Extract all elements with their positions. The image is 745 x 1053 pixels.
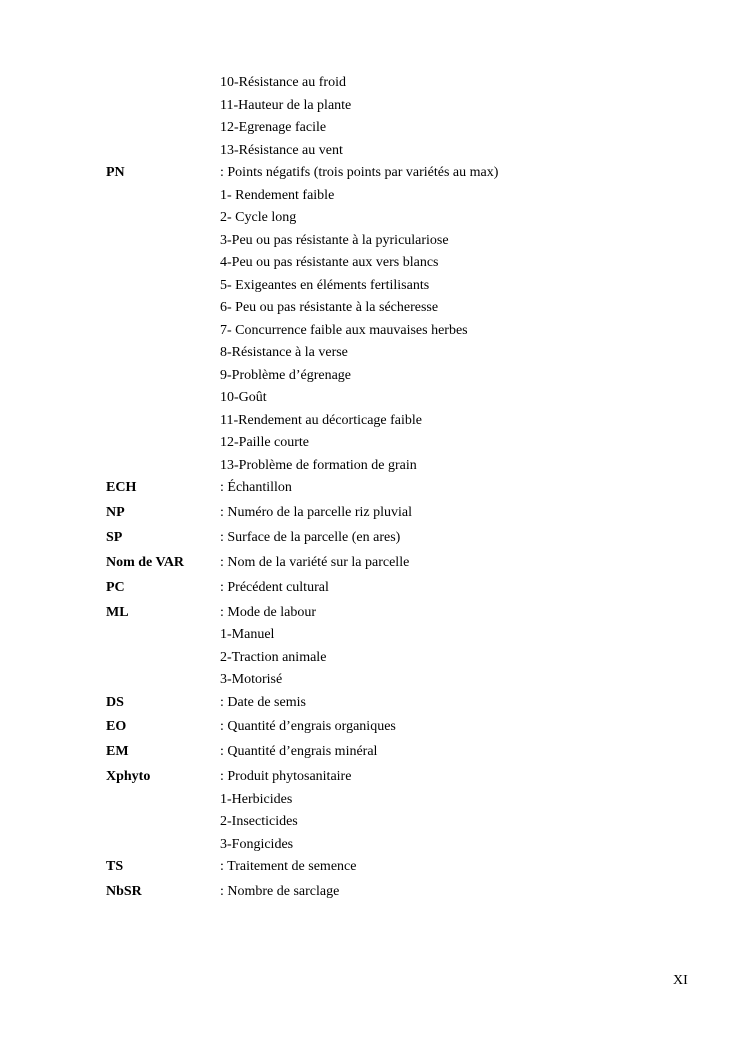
list-item (0, 835, 745, 855)
term-description: 6- Peu ou pas résistante à la sécheresse (220, 300, 439, 315)
list-item (0, 812, 745, 832)
term-description: 10-Goût (220, 390, 267, 405)
list-item (0, 478, 745, 498)
term-description: : Précédent cultural (220, 580, 329, 595)
list-item (0, 298, 745, 318)
term-description: 11-Rendement au décorticage faible (220, 413, 422, 428)
term-description: 1- Rendement faible (220, 188, 335, 203)
list-item (0, 433, 745, 453)
list-item (0, 528, 745, 548)
list-item (0, 882, 745, 902)
list-item (0, 857, 745, 877)
term-description: 12-Paille courte (220, 435, 310, 450)
list-item (0, 648, 745, 668)
term-description: 11-Hauteur de la plante (220, 98, 352, 113)
page-number: XI (673, 973, 688, 988)
term-label: NP (106, 505, 125, 520)
term-description: 7- Concurrence faible aux mauvaises herbes (220, 323, 468, 338)
term-description: : Produit phytosanitaire (220, 769, 352, 784)
list-item (0, 343, 745, 363)
term-description: 1-Manuel (220, 627, 275, 642)
list-item (0, 253, 745, 273)
list-item (0, 456, 745, 476)
list-item (0, 186, 745, 206)
list-item (0, 96, 745, 116)
term-description: 3-Motorisé (220, 672, 283, 687)
term-description: 2-Traction animale (220, 650, 327, 665)
term-label: EO (106, 719, 127, 734)
term-label: NbSR (106, 884, 142, 899)
list-item (0, 276, 745, 296)
term-description: : Nombre de sarclage (220, 884, 340, 899)
term-description: : Traitement de semence (220, 859, 357, 874)
term-description: 3-Fongicides (220, 837, 294, 852)
list-item (0, 670, 745, 690)
term-description: : Numéro de la parcelle riz pluvial (220, 505, 413, 520)
term-label: ML (106, 605, 129, 620)
term-label: SP (106, 530, 123, 545)
list-item (0, 141, 745, 161)
list-item (0, 503, 745, 523)
term-description: 4-Peu ou pas résistante aux vers blancs (220, 255, 439, 270)
term-description: 13-Problème de formation de grain (220, 458, 417, 473)
term-description: : Surface de la parcelle (en ares) (220, 530, 401, 545)
term-label: PN (106, 165, 125, 180)
term-label: TS (106, 859, 124, 874)
list-item (0, 388, 745, 408)
list-item (0, 717, 745, 737)
term-description: 3-Peu ou pas résistante à la pyriculariose (220, 233, 449, 248)
term-description: 2-Insecticides (220, 814, 298, 829)
term-label: DS (106, 695, 124, 710)
term-description: : Nom de la variété sur la parcelle (220, 555, 410, 570)
term-label: Xphyto (106, 769, 151, 784)
list-item (0, 578, 745, 598)
list-item (0, 321, 745, 341)
term-description: 8-Résistance à la verse (220, 345, 348, 360)
list-item (0, 603, 745, 623)
list-item (0, 742, 745, 762)
term-label: EM (106, 744, 129, 759)
list-item (0, 767, 745, 787)
list-item (0, 208, 745, 228)
list-item (0, 790, 745, 810)
list-item (0, 163, 745, 183)
term-description: 5- Exigeantes en éléments fertilisants (220, 278, 430, 293)
term-description: 10-Résistance au froid (220, 75, 346, 90)
list-item (0, 625, 745, 645)
list-item (0, 118, 745, 138)
term-description: : Quantité d’engrais minéral (220, 744, 378, 759)
term-label: ECH (106, 480, 137, 495)
term-description: : Quantité d’engrais organiques (220, 719, 396, 734)
term-label: Nom de VAR (106, 555, 185, 570)
term-description: : Échantillon (220, 480, 292, 495)
list-item (0, 73, 745, 93)
term-description: : Points négatifs (trois points par variétés au max) (220, 165, 499, 180)
term-description: 12-Egrenage facile (220, 120, 327, 135)
list-item (0, 553, 745, 573)
term-description: 13-Résistance au vent (220, 143, 343, 158)
list-item (0, 366, 745, 386)
term-description: : Mode de labour (220, 605, 317, 620)
list-item (0, 411, 745, 431)
list-item (0, 693, 745, 713)
term-description: : Date de semis (220, 695, 306, 710)
term-description: 9-Problème d’égrenage (220, 368, 351, 383)
term-description: 2- Cycle long (220, 210, 297, 225)
list-item (0, 231, 745, 251)
term-description: 1-Herbicides (220, 792, 293, 807)
term-label: PC (106, 580, 125, 595)
